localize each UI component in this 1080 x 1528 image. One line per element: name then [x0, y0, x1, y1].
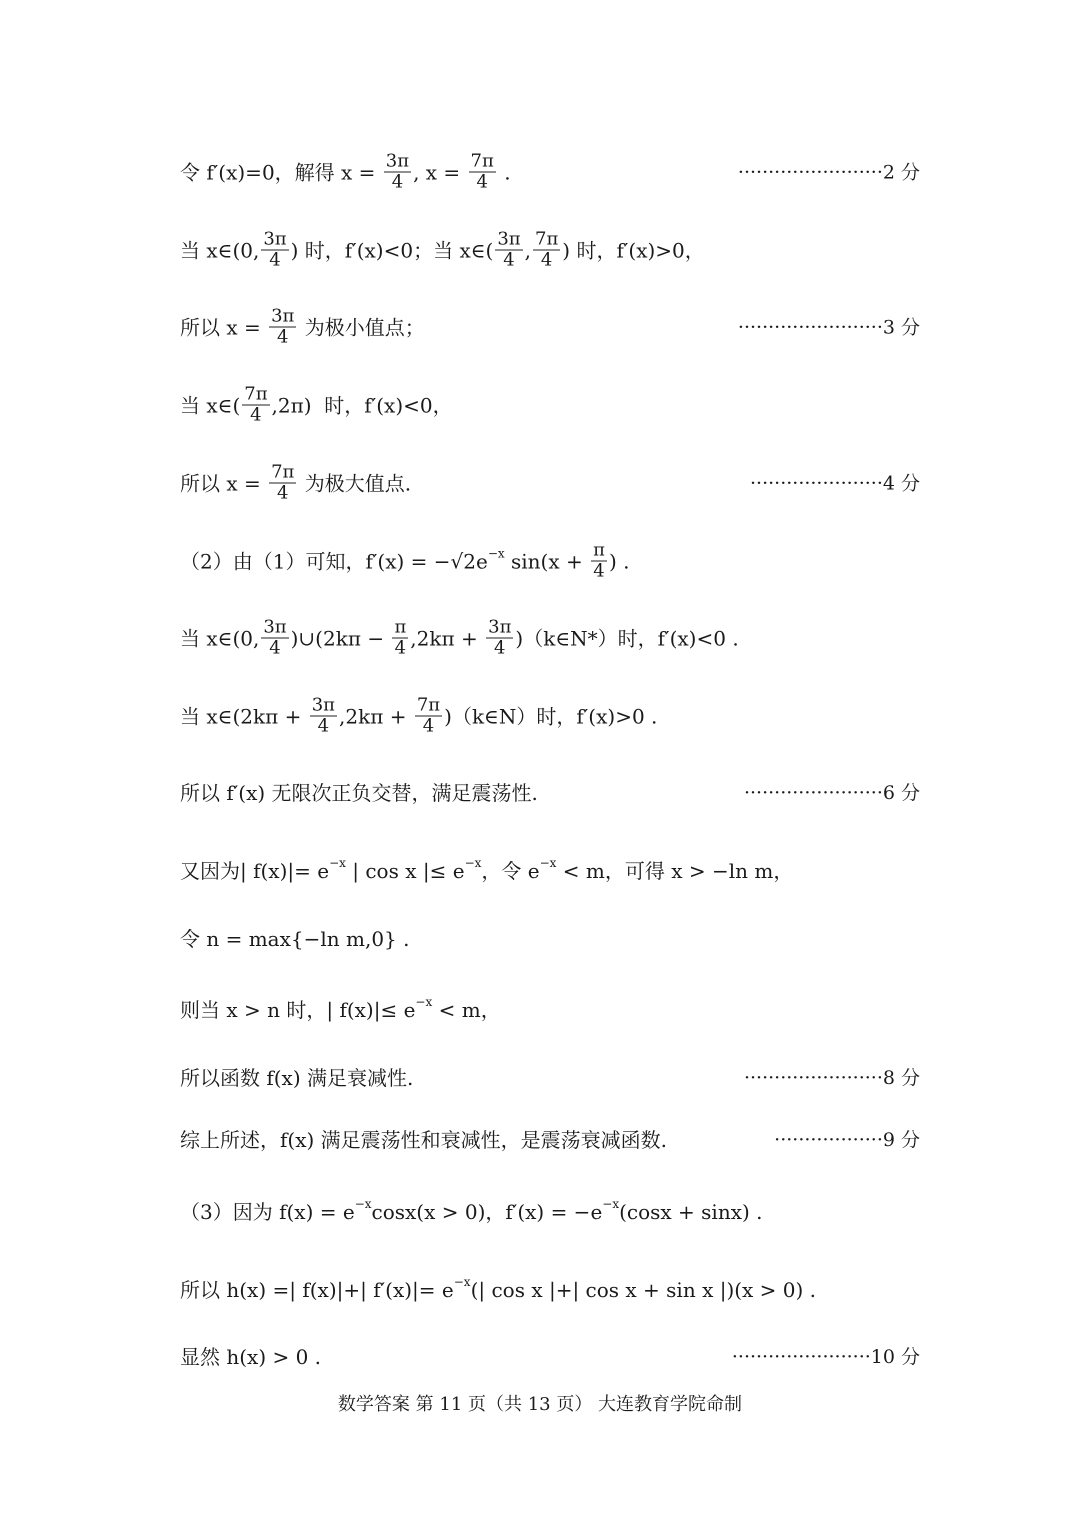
- solution-line: [180, 307, 920, 348]
- solution-line: [180, 1197, 920, 1224]
- line-content: [180, 1128, 667, 1152]
- line-content: [180, 856, 794, 883]
- solution-line: [180, 230, 920, 271]
- numerator: 3π: [263, 616, 287, 638]
- line-content: [180, 1066, 413, 1090]
- fraction: [384, 152, 411, 193]
- math-text: 所以 x =: [180, 471, 268, 495]
- numerator: 3π: [263, 228, 287, 250]
- math-text: ，令 e: [481, 859, 540, 883]
- line-content: [180, 463, 411, 504]
- line-content: [180, 1275, 817, 1302]
- solution-line: [180, 995, 920, 1022]
- superscript: −x: [415, 995, 433, 1009]
- numerator: 3π: [497, 228, 521, 250]
- math-text: 所以 h(x) =| f(x)|+| f′(x)|= e: [180, 1278, 454, 1302]
- math-text: , x =: [413, 160, 467, 184]
- solution-line: [180, 618, 920, 659]
- solution-line: [180, 1066, 920, 1090]
- fraction: [269, 307, 296, 348]
- math-text: 当 x∈(: [180, 393, 241, 417]
- score-marker: ························3 分: [737, 316, 920, 338]
- numerator: 7π: [271, 461, 295, 483]
- solution-line: [180, 781, 920, 805]
- page-footer: 数学答案 第 11 页（共 13 页） 大连教育学院命制: [337, 1394, 743, 1415]
- score-marker: ··················9 分: [774, 1129, 920, 1151]
- denominator: 4: [540, 249, 553, 271]
- superscript: −x: [329, 856, 346, 870]
- fraction: [269, 463, 296, 504]
- math-text: （2）由（1）可知，f′(x) = −√2e: [180, 549, 488, 573]
- math-text: 当 x∈(0,: [180, 238, 260, 262]
- math-text: 当 x∈(0,: [180, 626, 260, 650]
- line-content: [180, 230, 705, 271]
- line-content: [180, 152, 511, 193]
- line-content: [180, 995, 501, 1022]
- numerator: 7π: [470, 150, 494, 172]
- superscript: −x: [453, 1275, 471, 1289]
- denominator: 4: [269, 637, 281, 659]
- math-text: 令 n = max{−ln m,0} .: [180, 927, 410, 951]
- math-text: （3）因为 f(x) = e: [180, 1200, 355, 1224]
- math-text: 所以 f′(x) 无限次正负交替，满足震荡性.: [180, 781, 538, 805]
- fraction: [495, 230, 522, 271]
- line-content: [180, 618, 739, 659]
- fraction: [261, 230, 288, 271]
- denominator: 4: [476, 171, 488, 193]
- superscript: −x: [354, 1197, 372, 1211]
- denominator: 4: [391, 171, 404, 193]
- superscript: −x: [539, 856, 557, 870]
- math-text: )（k∈N）时，f′(x)>0 .: [444, 704, 658, 728]
- numerator: 7π: [416, 694, 441, 716]
- fraction: [310, 696, 337, 737]
- fraction: [392, 618, 408, 659]
- denominator: 4: [593, 560, 605, 582]
- numerator: π: [394, 616, 407, 638]
- math-text: ,2kπ +: [410, 626, 485, 650]
- math-text: < m，: [432, 998, 501, 1022]
- numerator: 7π: [244, 383, 268, 405]
- math-text: ) 时，f′(x)<0；当 x∈(: [290, 238, 494, 262]
- math-text: ,: [524, 238, 531, 262]
- fraction: [591, 541, 607, 582]
- line-content: [180, 385, 453, 426]
- score-marker: ························2 分: [737, 161, 920, 183]
- math-text: (| cos x |+| cos x + sin x |)(x > 0) .: [470, 1278, 817, 1302]
- numerator: 3π: [385, 150, 410, 172]
- solution-line: [180, 463, 920, 504]
- numerator: 7π: [535, 228, 559, 250]
- denominator: 4: [394, 637, 407, 659]
- math-text: 显然 h(x) > 0 .: [180, 1345, 322, 1369]
- score-marker: ······················4 分: [750, 472, 920, 494]
- numerator: 3π: [311, 694, 336, 716]
- score-marker: ·······················8 分: [743, 1067, 920, 1089]
- math-text: 所以函数 f(x) 满足衰减性.: [180, 1066, 414, 1090]
- solution-line: [180, 1345, 920, 1369]
- math-text: (cosx + sinx) .: [619, 1200, 763, 1224]
- line-content: [180, 307, 425, 348]
- denominator: 4: [317, 715, 330, 737]
- math-text: ,2kπ +: [339, 704, 413, 728]
- fraction: [486, 618, 513, 659]
- solution-line: [180, 152, 920, 193]
- math-text: ) .: [608, 549, 630, 573]
- denominator: 4: [250, 404, 262, 426]
- line-content: [180, 781, 538, 805]
- denominator: 4: [277, 482, 289, 504]
- math-text: )（k∈N*）时，f′(x)<0 .: [515, 626, 739, 650]
- math-text: ) 时，f′(x)>0，: [562, 238, 705, 262]
- line-content: [180, 541, 629, 582]
- math-text: 当 x∈(2kπ +: [180, 704, 308, 728]
- denominator: 4: [269, 249, 281, 271]
- denominator: 4: [503, 249, 515, 271]
- solution-line: [180, 541, 920, 582]
- math-text: 综上所述，f(x) 满足震荡性和衰减性，是震荡衰减函数.: [180, 1128, 668, 1152]
- math-text: 为极小值点；: [298, 315, 425, 339]
- denominator: 4: [277, 326, 289, 348]
- fraction: [415, 696, 442, 737]
- solution-line: [180, 1275, 920, 1302]
- math-text: < m，可得 x > −ln m，: [556, 859, 794, 883]
- math-text: 为极大值点.: [298, 471, 412, 495]
- solution-line: [180, 696, 920, 737]
- denominator: 4: [494, 637, 506, 659]
- math-text: sin(x +: [504, 549, 590, 573]
- solution-line: [180, 927, 920, 951]
- superscript: −x: [602, 1197, 620, 1211]
- superscript: −x: [464, 856, 482, 870]
- score-marker: ·······················10 分: [731, 1346, 920, 1368]
- line-content: [180, 1197, 763, 1224]
- score-marker: ·······················6 分: [743, 782, 920, 804]
- fraction: [533, 230, 560, 271]
- superscript: −x: [487, 546, 505, 560]
- line-content: [180, 696, 657, 737]
- math-text: 令 f′(x)=0，解得 x =: [180, 160, 382, 184]
- numerator: π: [593, 539, 605, 561]
- solution-line: [180, 1128, 920, 1152]
- line-content: [180, 1345, 321, 1369]
- math-text: .: [497, 160, 511, 184]
- line-content: [180, 927, 409, 951]
- fraction: [242, 385, 269, 426]
- fraction: [469, 152, 496, 193]
- math-text: 又因为| f(x)|= e: [180, 859, 330, 883]
- solution-line: [180, 385, 920, 426]
- math-text: )∪(2kπ −: [290, 626, 391, 650]
- math-text: ,2π) 时，f′(x)<0，: [271, 393, 453, 417]
- solution-line: [180, 856, 920, 883]
- numerator: 3π: [488, 616, 512, 638]
- fraction: [261, 618, 288, 659]
- numerator: 3π: [271, 305, 295, 327]
- math-text: 则当 x > n 时，| f(x)|≤ e: [180, 998, 416, 1022]
- math-text: 所以 x =: [180, 315, 268, 339]
- math-text: | cos x |≤ e: [345, 859, 465, 883]
- denominator: 4: [422, 715, 435, 737]
- math-text: cosx(x > 0)，f′(x) = −e: [371, 1200, 603, 1224]
